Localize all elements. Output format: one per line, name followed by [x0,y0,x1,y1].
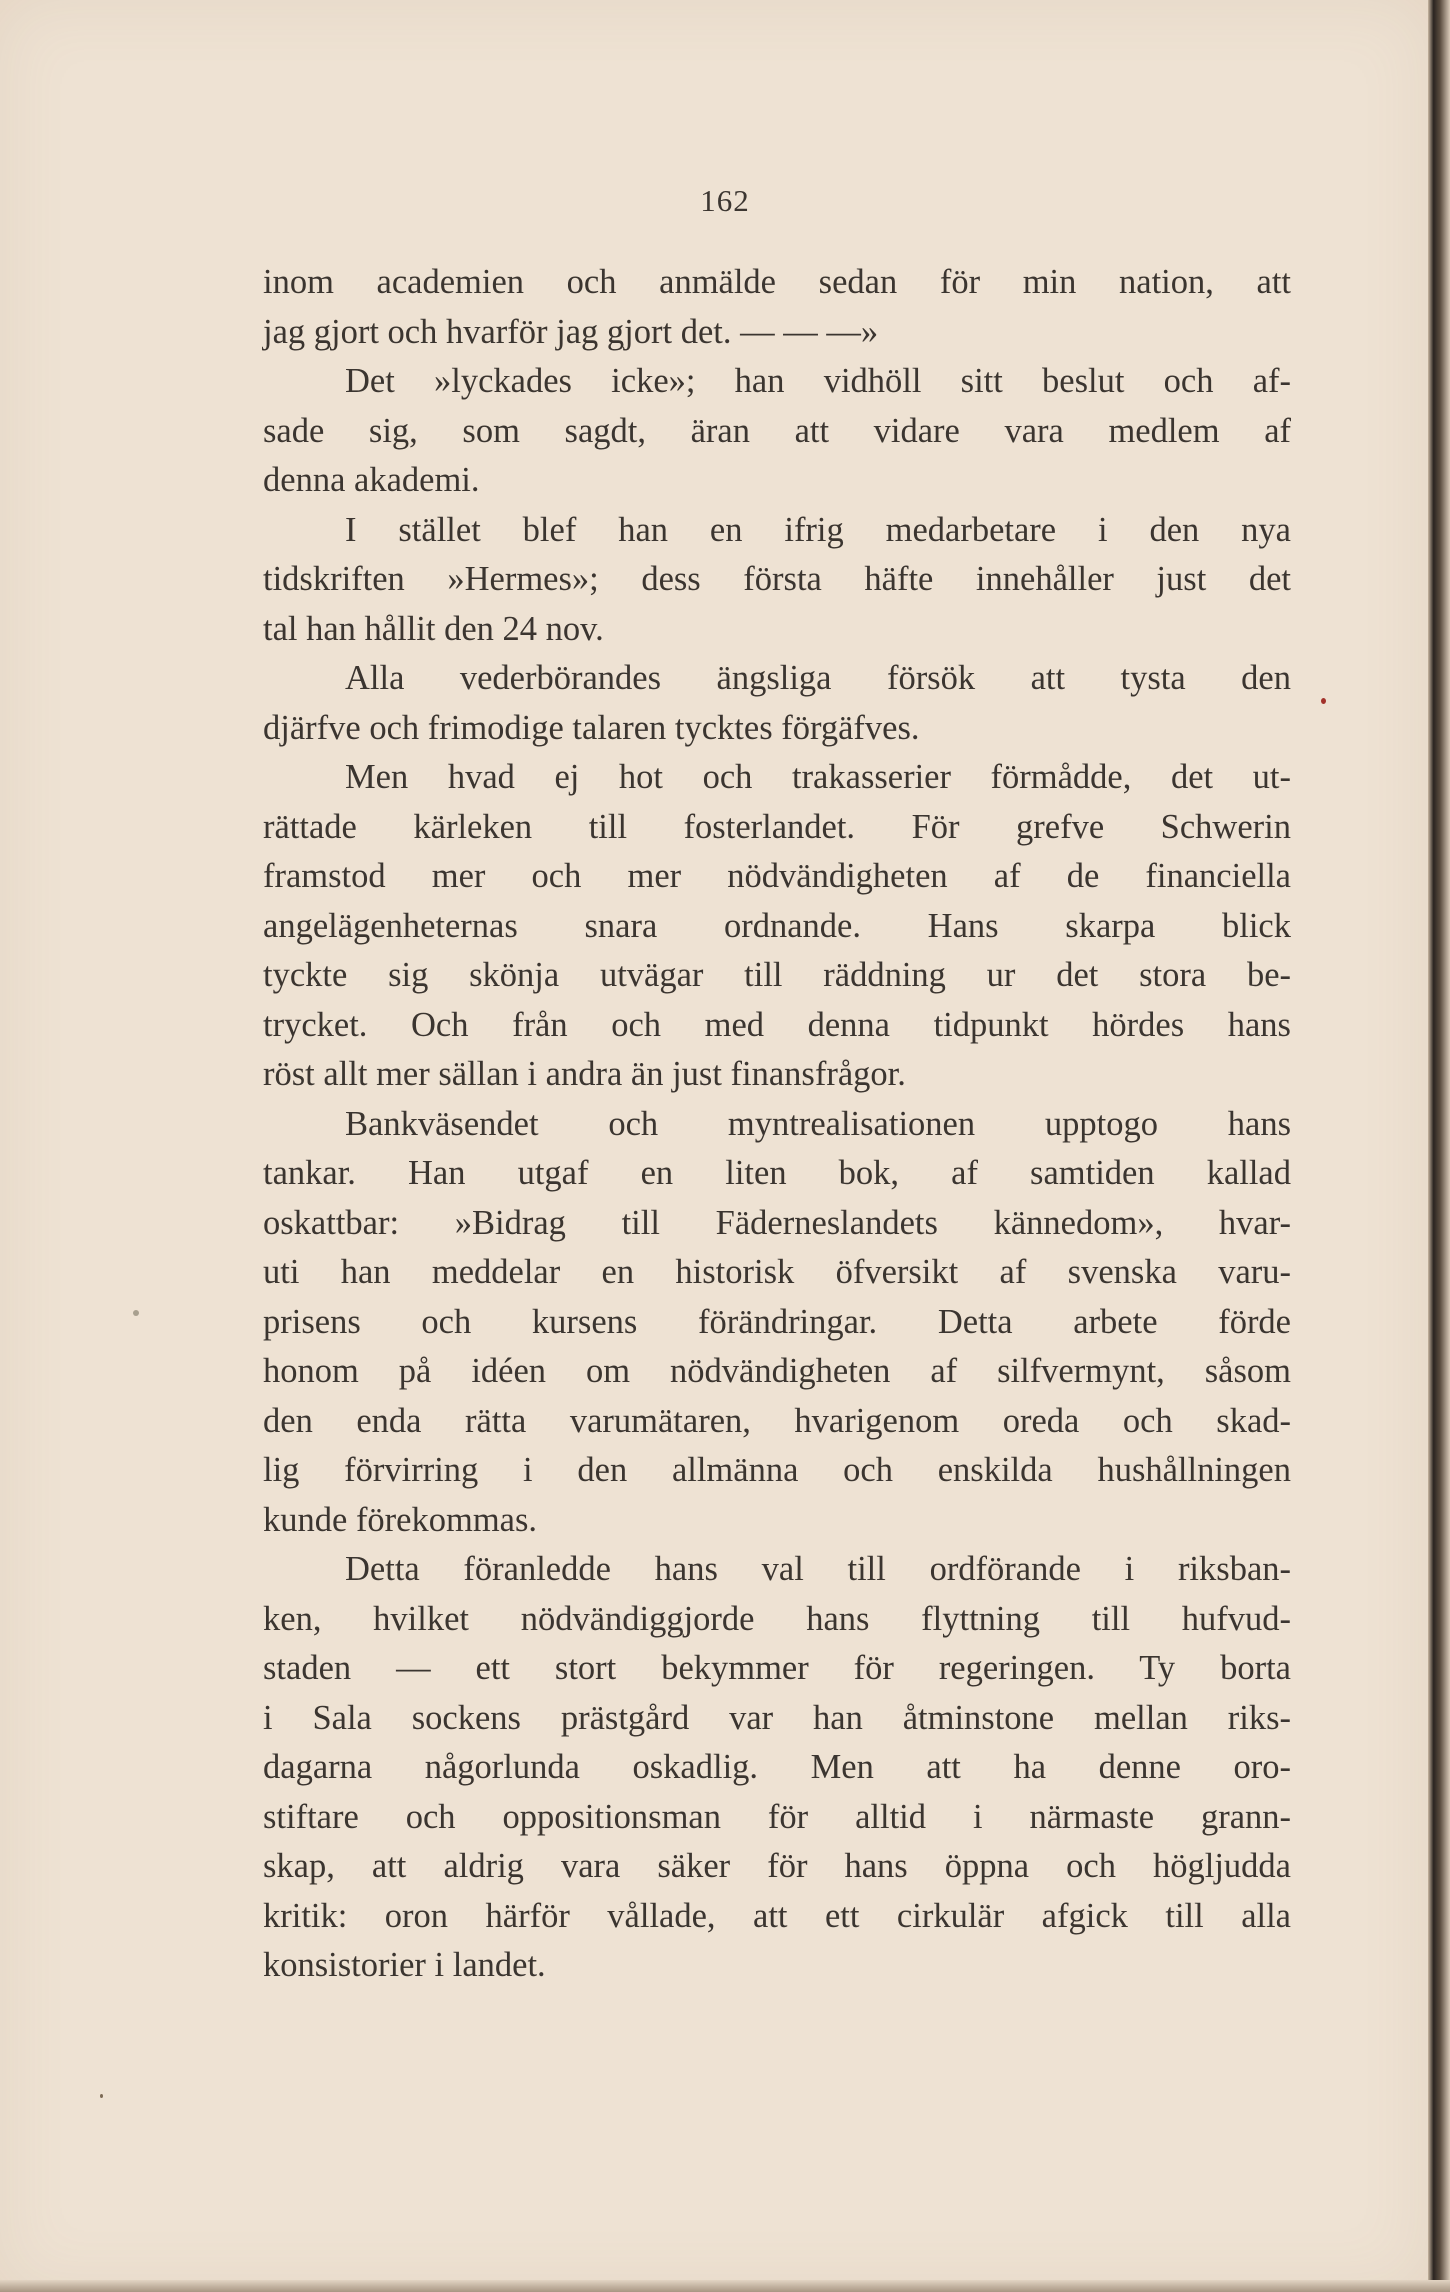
text-line: framstod mer och mer nödvändigheten af de financiella [263,857,1291,895]
paper-speck [1321,698,1326,704]
text-line: trycket. Och från och med denna tidpunkt hördes hans [263,1005,1291,1044]
text-line: jag gjort och hvarför jag gjort det. — — —» [263,312,879,351]
text-line: i Sala sockens prästgård var han åtminstone mellan riks- [263,1698,1291,1737]
paper-speck [133,1310,139,1316]
text-line: kritik: oron härför vållade, att ett cirkulär afgick till alla [263,1896,1291,1935]
text-line: sade sig, som sagdt, äran att vidare vara medlem af [263,411,1291,450]
text-line: skap, att aldrig vara säker för hans öppna och högljudda [263,1847,1291,1885]
text-line: tidskriften »Hermes»; dess första häfte innehåller just det [263,560,1291,598]
text-line: honom på idéen om nödvändigheten af silfvermynt, såsom [263,1352,1291,1390]
text-line: kunde förekommas. [263,1500,538,1539]
text-line: Men hvad ej hot och trakasserier förmådde, det ut- [345,758,1291,796]
text-line: Detta föranledde hans val till ordförande i riksban- [345,1550,1291,1588]
text-line: konsistorier i landet. [263,1946,546,1984]
book-spine-edge [1428,0,1450,2292]
text-line: röst allt mer sällan i andra än just finansfrågor. [263,1055,906,1093]
text-line: oskattbar: »Bidrag till Fäderneslandets kännedom», hvar- [263,1203,1291,1242]
text-line: denna akademi. [263,461,480,499]
text-line: den enda rätta varumätaren, hvarigenom oreda och skad- [263,1401,1291,1440]
text-line: ken, hvilket nödvändiggjorde hans flyttning till hufvud- [263,1599,1291,1638]
paper-speck [100,2094,103,2098]
text-line: Bankväsendet och myntrealisationen upptogo hans [345,1104,1291,1143]
text-line: tankar. Han utgaf en liten bok, af samtiden kallad [263,1154,1291,1192]
text-line: rättade kärleken till fosterlandet. För grefve Schwerin [263,807,1291,846]
text-line: tyckte sig skönja utvägar till räddning ur det stora be- [263,956,1291,994]
text-line: tal han hållit den 24 nov. [263,609,604,648]
page-number: 162 [700,183,750,218]
text-line: stiftare och oppositionsman för alltid i närmaste grann- [263,1797,1291,1836]
text-line: inom academien och anmälde sedan för min nation, att [263,263,1291,301]
text-line: uti han meddelar en historisk öfversikt af svenska varu- [263,1253,1291,1291]
text-line: angelägenheternas snara ordnande. Hans skarpa blick [263,906,1291,945]
text-line: prisens och kursens förändringar. Detta arbete förde [263,1302,1291,1341]
text-line: dagarna någorlunda oskadlig. Men att ha denne oro- [263,1748,1291,1786]
body-text [263,258,1291,1991]
text-line: Alla vederbörandes ängsliga försök att tysta den [345,659,1291,697]
text-line: djärfve och frimodige talaren tycktes förgäfves. [263,708,920,747]
text-line: staden — ett stort bekymmer för regeringen. Ty borta [263,1649,1291,1687]
text-line: lig förvirring i den allmänna och enskilda hushållningen [263,1451,1291,1489]
text-line: I stället blef han en ifrig medarbetare i den nya [345,510,1291,549]
text-line: Det »lyckades icke»; han vidhöll sitt beslut och af- [345,362,1291,400]
page-bottom-edge [0,2280,1450,2292]
